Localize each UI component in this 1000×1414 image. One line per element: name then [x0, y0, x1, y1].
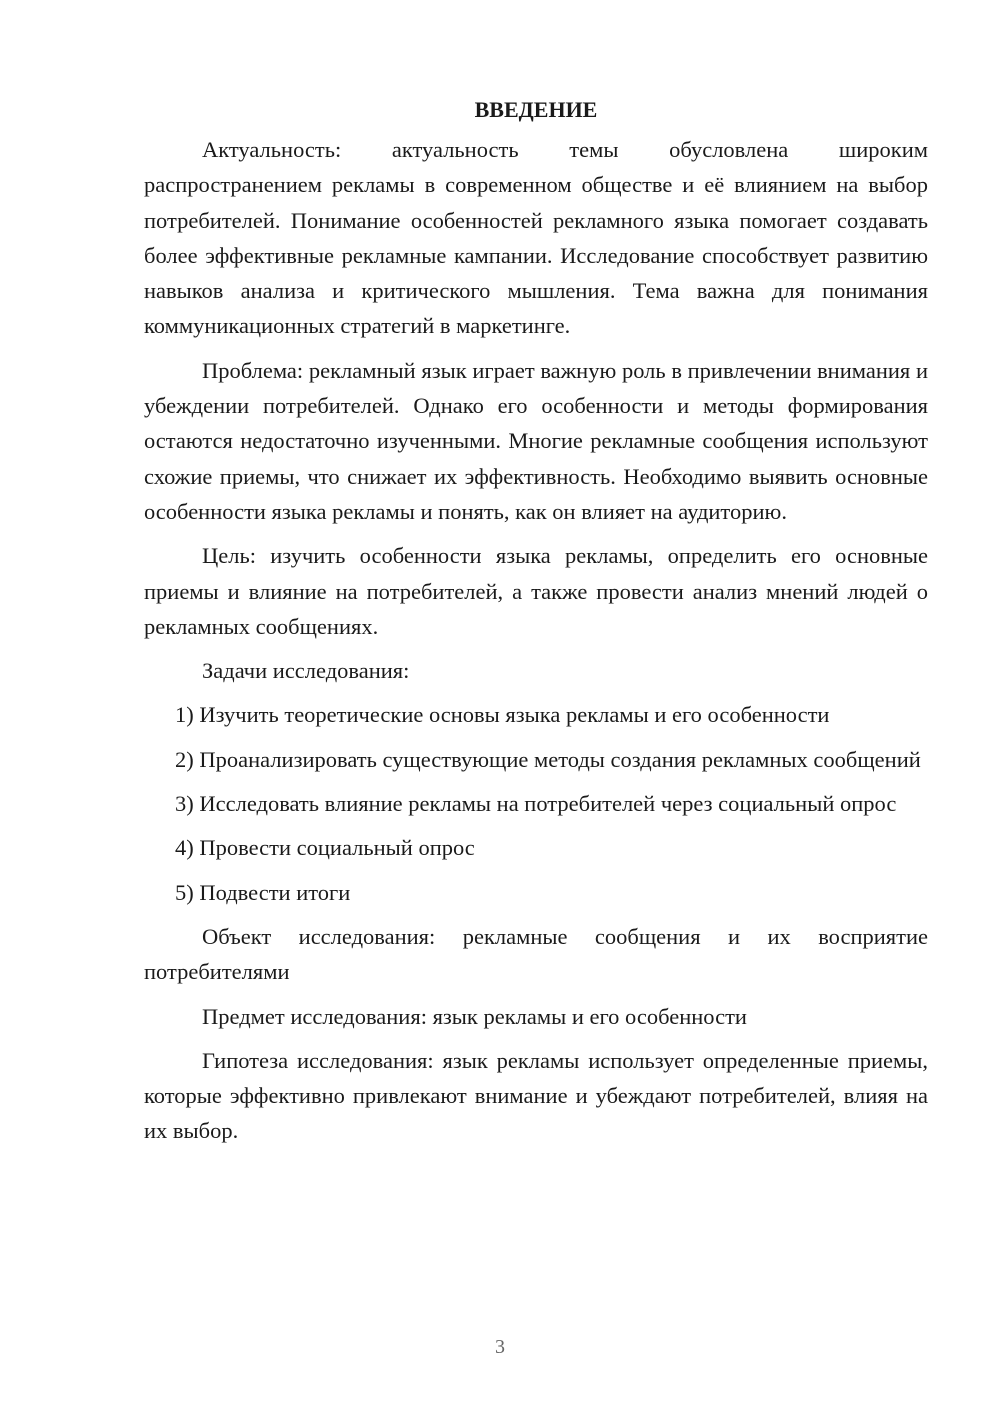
tasks-heading: Задачи исследования: — [202, 658, 410, 684]
problem-paragraph: Проблема: рекламный язык играет важную роль в привлечении внимания и убеждении потребителей. Однако его особенности и методы формирования остаются недостаточно изученными. Многие рекламные сообщения используют схожие приемы, что снижает их эффективность. Необходимо выявить основные особенности языка рекламы и понять, как он влияет на аудиторию. — [144, 357, 928, 524]
goal-paragraph: Цель: изучить особенности языка рекламы, определить его основные приемы и влияние на потребителей, а также провести анализ мнений людей о рекламных сообщениях. — [144, 543, 928, 639]
task-item: 2) Проанализировать существующие методы создания рекламных сообщений — [175, 746, 921, 772]
relevance-paragraph: Актуальность: актуальность темы обусловлена широким распространением рекламы в современном обществе и её влиянием на выбор потребителей. Понимание особенностей рекламного языка помогает создавать более эффективные рекламные кампании. Исследование способствует развитию навыков анализа и критического мышления. Тема важна для понимания коммуникационных стратегий в маркетинге. — [144, 137, 928, 339]
task-item: 5) Подвести итоги — [175, 879, 351, 905]
document-page — [144, 92, 928, 1158]
object-paragraph: Объект исследования: рекламные сообщения и их восприятие потребителями — [144, 923, 928, 985]
task-item: 4) Провести социальный опрос — [175, 835, 475, 861]
page-title: ВВЕДЕНИЕ — [474, 97, 598, 122]
task-item: 3) Исследовать влияние рекламы на потребителей через социальный опрос — [175, 791, 897, 817]
hypothesis-paragraph: Гипотеза исследования: язык рекламы использует определенные приемы, которые эффективно привлекают внимание и убеждают потребителей, влияя на их выбор. — [144, 1047, 928, 1144]
subject-paragraph: Предмет исследования: язык рекламы и его особенности — [202, 1003, 747, 1029]
page-number: 3 — [495, 1336, 505, 1358]
task-item: 1) Изучить теоретические основы языка рекламы и его особенности — [175, 702, 830, 728]
